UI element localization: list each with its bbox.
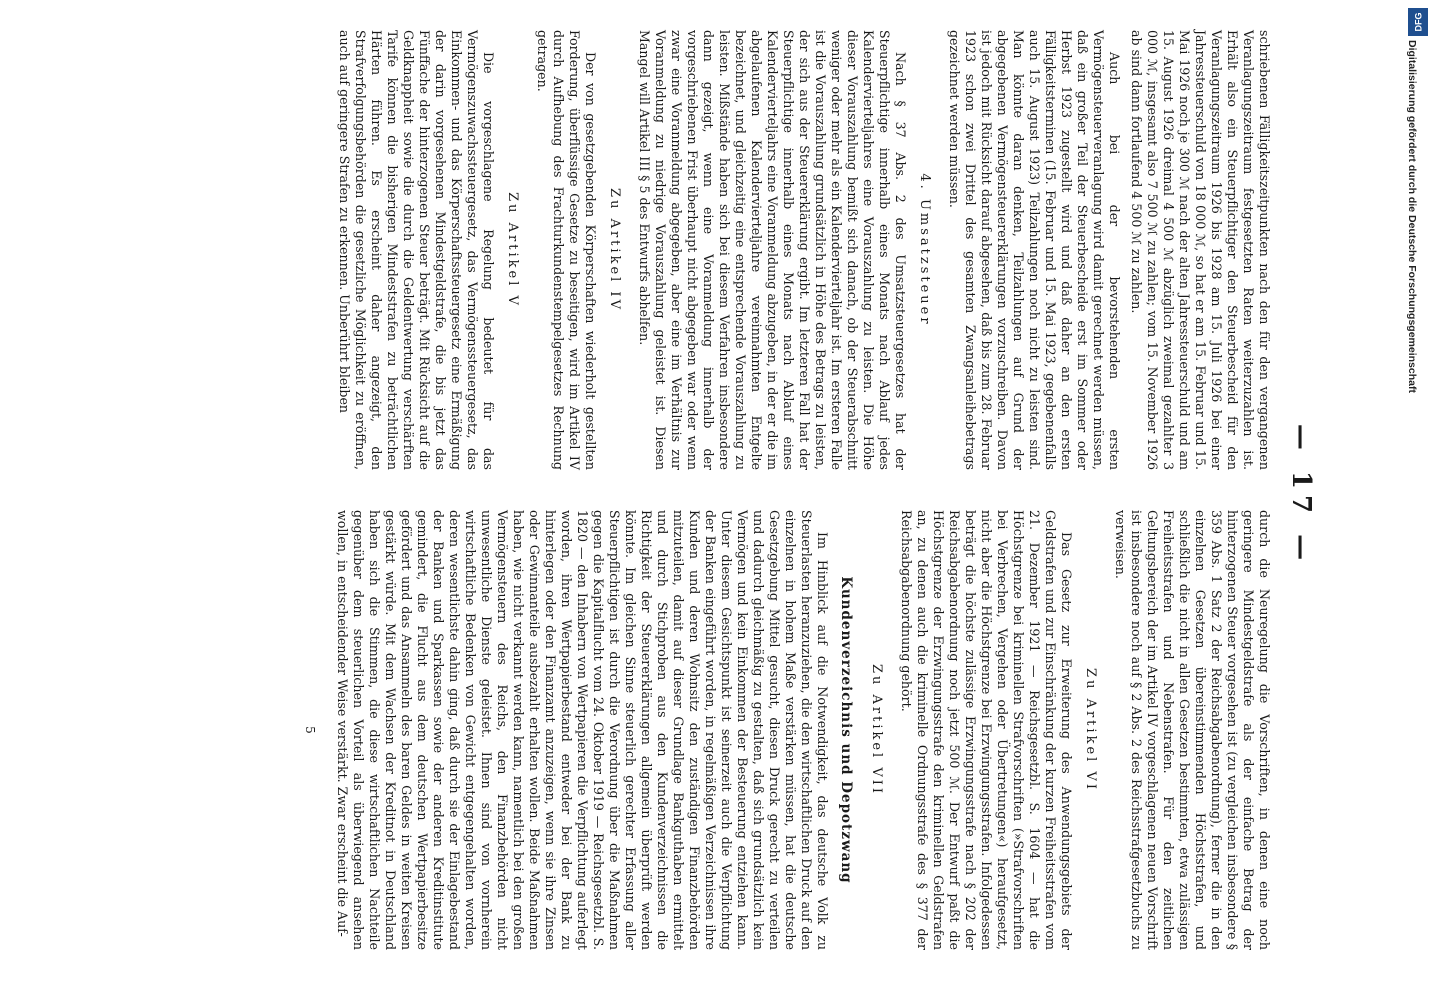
paragraph: Die vorgeschlagene Regelung bedeutet für das Vermögenszuwachssteuergesetz, das Vermögenssteuergesetz, das Einkommen- und das Körperschaftssteuergesetz eine Ermäßigung der darin vorgesehenen Mindestgeldstrafe, die bis jetzt das Fünffache der hinterzogenen Steuer beträgt. Mit Rücksicht auf die Geldknappheit sowie die durch die Geldentwertung verschärften Tarife können die bisherigen Mindeststrafen zu beträchtlichen Härten führen. Es erscheint daher angezeigt, den Strafverfolgungsbehörden die gesetzliche Möglichkeit zu eröffnen, auch auf geringere Strafen zu erkennen. Unberührt bleiben bbox=[337, 30, 496, 470]
page-footer-number: 5 bbox=[303, 726, 317, 734]
paragraph: schriebenen Fälligkeitszeitpunkten nach den für den vergangenen Veranlagungszeitraum festgesetzten Raten weiterzuzahlen ist. Erhält also ein Steuerpflichtiger den Steuerbescheid für den Veranlagungszeitraum 1926 bis 1928 am 15. Juli 1926 bei einer Jahressteuerschuld von 18 000 ℳ, so hat er am 15. Februar und 15. Mai 1926 noch je 300 ℳ nach der alten Jahressteuerschuld und am 15. August 1926 dreimal 4 500 ℳ abzüglich zweimal gezahlter 3 000 ℳ, insgesamt also 7 500 ℳ zu zahlen; vom 15. November 1926 ab sind dann fortlaufend 4 500 ℳ zu zahlen. bbox=[1129, 30, 1272, 470]
paragraph: durch die Neuregelung die Vorschriften, in denen eine noch geringere Mindestgeldstrafe als der einfache Betrag der hinterzogenen Steuer vorgesehen ist (zu vergleichen insbesondere § 359 Abs. 1 Satz 2 der Reichsabgabenordnung), ferner die in den einzelnen Gesetzen übereinstimmenden Höchststrafen, und schließlich die nicht in allen Gesetzen bestimmten, etwa zulässigen Freiheitsstrafen und Nebenstrafen. Für den zeitlichen Geltungsbereich der im Artikel IV vorgeschlagenen neuen Vorschrift ist insbesondere noch auf § 2 Abs. 2 des Reichsstrafgesetzbuchs zu verweisen. bbox=[1113, 510, 1272, 950]
left-column bbox=[330, 30, 1272, 470]
section-heading: Zu Artikel IV bbox=[607, 188, 622, 312]
paragraph: Im Hinblick auf die Notwendigkeit, das deutsche Volk zu Steuerlasten heranzuziehen, die den wirtschaftlichen Druck auf den einzelnen in hohem Maße verstärken müssen, hat die deutsche Gesetzgebung Mittel gesucht, diesen Druck gerecht zu verteilen und dadurch gleichmäßig zu gestalten, daß sich grundsätzlich kein Vermögen und kein Einkommen der Besteuerung entziehen kann. Unter diesem Gesichtspunkt ist seinerzeit auch die Verpflichtung der Banken eingeführt worden, in regelmäßigen Verzeichnissen ihre Kunden und deren Wohnsitz den zuständigen Finanzbehörden mitzuteilen, damit auf dieser Grundlage Bankguthaben ermittelt und durch Stichproben aus den Kundenverzeichnissen die Richtigkeit der Steuererklärungen allgemein überprüft werden könnte. Im gleichen Sinne steuerlich gerechter Erfassung aller Steuerpflichtigen ist durch die Verordnung über die Maßnahmen gegen die Kapitalflucht vom 24. Oktober 1919 — Reichsgesetzbl. S. 1820 — den Inhabern von Wertpapieren die Verpflichtung auferlegt worden, ihren Wertpapierbestand entweder bei der Bank zu hinterlegen oder den Finanzamt anzuzeigen, wenn sie ihre Zinsen oder Gewinnanteile ausbezahlt erhalten wollen. Beide Maßnahmen haben, wie nicht verkannt werden kann, namentlich bei den großen Vermögensteuern des Reichs, den Finanzbehörden nicht unwesentliche Dienste geleistet. Ihnen sind von vornherein wirtschaftliche Bedenken von Gewicht entgegengehalten worden, deren wesentlichste dahin ging, daß durch sie der Einlagebestand der Banken und Sparkassen sowie der anderen Kreditinstitute gemindert, die Flucht aus dem deutschen Wertpapierbesitze gefördert und das Ansammeln des baren Geldes in weiten Kreisen gestärkt würde. Mit dem Wachsen der Kreditnot in Deutschland haben sich die Stimmen, die diese wirtschaftlichen Nachteile gegenüber dem steuerlichen Vorteil als überwiegend ansehen wollen, in entscheidender Weise verstärkt. Zwar erscheint die Auf- bbox=[335, 510, 830, 950]
section-heading: 4. Umsatzsteuer bbox=[917, 173, 932, 327]
paragraph: Das Gesetz zur Erweiterung des Anwendungsgebiets der Geldstrafen und zur Einschränkung der kurzen Freiheitsstrafen vom 21. Dezember 1921 — Reichsgesetzbl. S. 1604 — hat die Höchstgrenze bei kriminellen Strafvorschriften (»Strafvorschriften bei Verbrechen, Vergehen oder Übertretungen«) heraufgesetzt, nicht aber die Höchstgrenze bei Erzwingungsstrafen. Infolgedessen beträgt die höchste zulässige Erzwingungsstrafe nach § 202 der Reichsabgabenordnung noch jetzt 500 ℳ. Der Entwurf paßt die Höchstgrenze der Erzwingungsstrafe den kriminellen Geldstrafen an, zu denen auch die kriminelle Ordnungsstrafe des § 377 der Reichsabgabenordnung gehört. bbox=[899, 510, 1074, 950]
dfg-logo bbox=[1408, 8, 1428, 36]
section-heading: Zu Artikel VII bbox=[869, 663, 884, 797]
section-subheading: Kundenverzeichnis und Depotzwang bbox=[838, 576, 854, 884]
paragraph: Nach § 37 Abs. 2 des Umsatzsteuergesetzes hat der Steuerpflichtige innerhalb eines Monats nach Ablauf jedes Kalendervierteljahres eine Vorauszahlung zu leisten. Die Höhe dieser Vorauszahlung bemißt sich danach, ob der Steuerabschnitt weniger oder mehr als ein Kalendervierteljahr ist. Im ersteren Falle ist die Vorauszahlung grundsätzlich in Höhe des Betrags zu leisten, der sich aus der Steuererklärung ergibt. Im letzteren Fall hat der Steuerpflichtige innerhalb eines Monats nach Ablauf eines Kalendervierteljahrs eine Voranmeldung abzugeben, in der er die im abgelaufenen Kalendervierteljahre vereinnahmten Entgelte bezeichnet, und gleichzeitig eine entsprechende Vorauszahlung zu leisten. Mißstände haben sich bei diesem Verfahren insbesondere dann gezeigt, wenn eine Voranmeldung innerhalb der vorgeschriebenen Frist überhaupt nicht abgegeben war oder wenn zwar eine Voranmeldung abgegeben, aber eine im Verhältnis zur Voranmeldung zu niedrige Vorauszahlung geleistet ist. Diesen Mangel will Artikel III § 5 des Entwurfs abhelfen. bbox=[637, 30, 908, 470]
page-number: — 17 — bbox=[1286, 423, 1316, 567]
section-heading: Zu Artikel VI bbox=[1083, 668, 1098, 792]
digitization-credit: Digitalisierung gefördert durch die Deutsche Forschungsgemeinschaft bbox=[1406, 40, 1418, 393]
section-heading: Zu Artikel V bbox=[505, 192, 520, 308]
page-header bbox=[1280, 30, 1320, 960]
right-column bbox=[302, 510, 1272, 950]
dfg-logo-text: DFG bbox=[1413, 12, 1423, 32]
rotated-content bbox=[100, 30, 1320, 960]
paragraph: Der von gesetzgebenden Körperschaften wiederholt gestellten Forderung, überflüssige Gesetze zu beseitigen, wird im Artikel IV durch Aufhebung des Frachturkundenstempelgesetzes Rechnung getragen. bbox=[535, 30, 598, 470]
paragraph: Auch bei der bevorstehenden ersten Vermögensteuerveranlagung wird damit gerechnet werden müssen, daß ein großer Teil der Steuerbescheide erst im Sommer oder Herbst 1923 zugestellt wird und daß daher an den ersten Fälligkeitsterminen (15. Februar und 15. Mai 1923, gegebenenfalls auch 15. August 1923) Teilzahlungen noch nicht zu leisten sind. Man könnte daran denken, Teilzahlungen auf Grund der abgegebenen Vermögensteuererklärungen vorzuschreiben. Davon ist jedoch mit Rücksicht darauf abgesehen, daß bis zum 28. Februar 1923 schon zwei Drittel des gesamten Zwangsanleihebetrags gezeichnet werden müssen. bbox=[947, 30, 1122, 470]
